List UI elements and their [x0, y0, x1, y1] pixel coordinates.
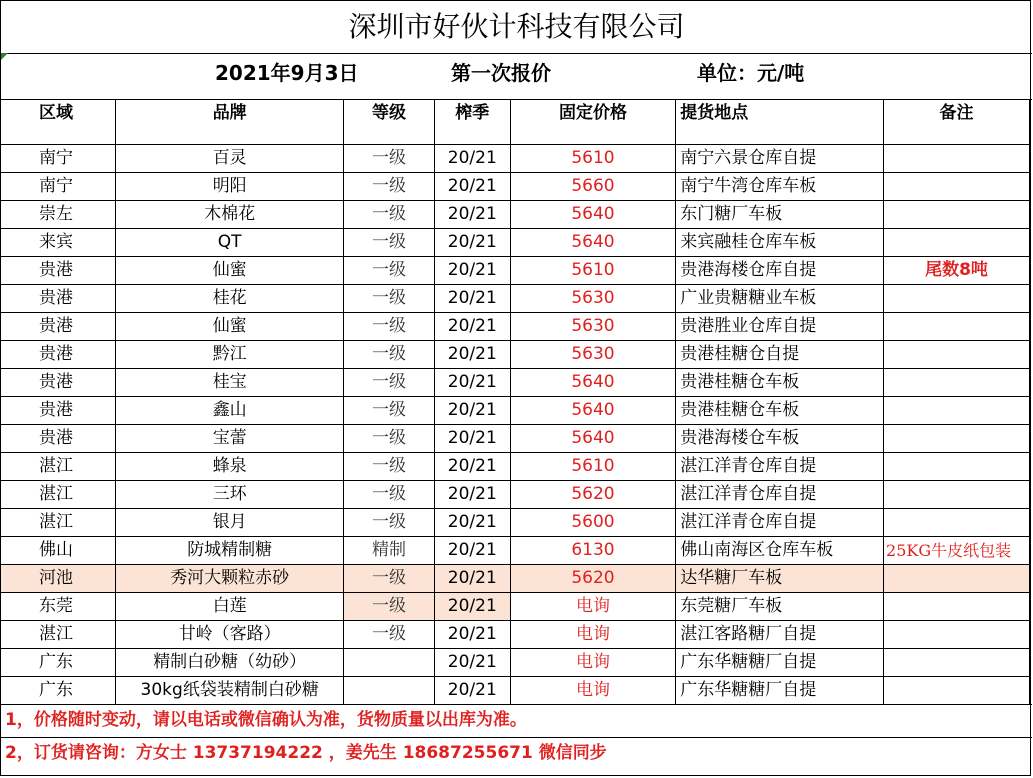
cell-grade: 一级 — [344, 509, 435, 537]
cell-season: 20/21 — [434, 565, 510, 593]
table-row — [1, 201, 1030, 229]
cell-location: 贵港海楼仓车板 — [676, 425, 884, 453]
cell-price: 5660 — [510, 173, 676, 201]
footer-note-price: 1，价格随时变动，请以电话或微信确认为准，货物质量以出库为准。 — [1, 704, 1032, 737]
cell-note — [884, 285, 1030, 313]
cell-location: 贵港桂糖仓自提 — [676, 341, 884, 369]
quote-unit: 单位：元/吨 — [697, 61, 805, 85]
cell-note — [884, 369, 1030, 397]
cell-note — [884, 677, 1030, 705]
cell-grade — [344, 677, 435, 705]
cell-region: 南宁 — [1, 145, 116, 173]
cell-brand: 鑫山 — [116, 397, 344, 425]
cell-location: 广业贵糖糖业车板 — [676, 285, 884, 313]
col-header-season: 榨季 — [434, 99, 510, 145]
cell-grade: 一级 — [344, 313, 435, 341]
cell-brand: 明阳 — [116, 173, 344, 201]
cell-grade: 一级 — [344, 173, 435, 201]
cell-note — [884, 173, 1030, 201]
cell-season: 20/21 — [434, 201, 510, 229]
table-row — [1, 425, 1030, 453]
cell-region: 贵港 — [1, 369, 116, 397]
cell-location: 东门糖厂车板 — [676, 201, 884, 229]
cell-location: 贵港胜业仓库自提 — [676, 313, 884, 341]
cell-price: 5620 — [510, 481, 676, 509]
table-row — [1, 453, 1030, 481]
cell-brand: 三环 — [116, 481, 344, 509]
cell-location: 南宁牛湾仓库车板 — [676, 173, 884, 201]
cell-season: 20/21 — [434, 537, 510, 565]
table-row — [1, 649, 1030, 677]
cell-region: 崇左 — [1, 201, 116, 229]
price-table — [1, 99, 1030, 705]
table-row — [1, 593, 1030, 621]
cell-note — [884, 565, 1030, 593]
cell-grade: 一级 — [344, 621, 435, 649]
quote-date: 2021年9月3日 — [215, 61, 359, 85]
cell-grade: 一级 — [344, 257, 435, 285]
table-row — [1, 397, 1030, 425]
table-row — [1, 509, 1030, 537]
cell-note — [884, 481, 1030, 509]
cell-season: 20/21 — [434, 593, 510, 621]
table-header-row — [1, 99, 1030, 145]
cell-price: 5600 — [510, 509, 676, 537]
cell-region: 湛江 — [1, 453, 116, 481]
cell-brand: 秀河大颗粒赤砂 — [116, 565, 344, 593]
cell-location: 达华糖厂车板 — [676, 565, 884, 593]
table-row — [1, 145, 1030, 173]
cell-note — [884, 509, 1030, 537]
cell-season: 20/21 — [434, 621, 510, 649]
cell-note — [884, 341, 1030, 369]
quote-round: 第一次报价 — [451, 61, 551, 85]
cell-location: 来宾融桂仓库车板 — [676, 229, 884, 257]
table-row — [1, 481, 1030, 509]
col-header-price: 固定价格 — [510, 99, 676, 145]
cell-region: 贵港 — [1, 341, 116, 369]
cell-season: 20/21 — [434, 425, 510, 453]
cell-note — [884, 397, 1030, 425]
cell-location: 湛江洋青仓库自提 — [676, 481, 884, 509]
cell-region: 湛江 — [1, 481, 116, 509]
cell-location: 广东华糖糖厂自提 — [676, 677, 884, 705]
cell-price: 5610 — [510, 453, 676, 481]
cell-brand: 黔江 — [116, 341, 344, 369]
table-row — [1, 621, 1030, 649]
cell-note — [884, 649, 1030, 677]
cell-region: 湛江 — [1, 621, 116, 649]
cell-grade: 一级 — [344, 285, 435, 313]
table-row — [1, 341, 1030, 369]
cell-season: 20/21 — [434, 341, 510, 369]
cell-brand: 木棉花 — [116, 201, 344, 229]
cell-season: 20/21 — [434, 257, 510, 285]
table-row — [1, 369, 1030, 397]
cell-grade: 一级 — [344, 201, 435, 229]
cell-grade: 一级 — [344, 341, 435, 369]
footer-note-contact: 2，订货请咨询：方女士 13737194222 ，姜先生 18687255671 微信同步 — [1, 737, 1032, 770]
cell-brand: 银月 — [116, 509, 344, 537]
cell-region: 湛江 — [1, 509, 116, 537]
cell-price: 5640 — [510, 201, 676, 229]
cell-price: 5630 — [510, 285, 676, 313]
cell-location: 湛江洋青仓库自提 — [676, 453, 884, 481]
cell-brand: 30kg纸袋装精制白砂糖 — [116, 677, 344, 705]
cell-grade: 一级 — [344, 229, 435, 257]
cell-brand: 百灵 — [116, 145, 344, 173]
cell-brand: 仙蜜 — [116, 313, 344, 341]
col-header-brand: 品牌 — [116, 99, 344, 145]
cell-season: 20/21 — [434, 229, 510, 257]
cell-season: 20/21 — [434, 677, 510, 705]
cell-note — [884, 593, 1030, 621]
cell-region: 东莞 — [1, 593, 116, 621]
cell-price: 5610 — [510, 145, 676, 173]
cell-region: 广东 — [1, 677, 116, 705]
cell-grade: 一级 — [344, 425, 435, 453]
cell-region: 南宁 — [1, 173, 116, 201]
table-row — [1, 313, 1030, 341]
cell-grade: 一级 — [344, 565, 435, 593]
cell-season: 20/21 — [434, 369, 510, 397]
cell-grade: 一级 — [344, 453, 435, 481]
cell-price: 5640 — [510, 397, 676, 425]
cell-price: 电询 — [510, 649, 676, 677]
table-row — [1, 285, 1030, 313]
cell-grade: 一级 — [344, 593, 435, 621]
cell-brand: 蜂泉 — [116, 453, 344, 481]
cell-region: 贵港 — [1, 397, 116, 425]
cell-season: 20/21 — [434, 649, 510, 677]
cell-season: 20/21 — [434, 313, 510, 341]
cell-location: 贵港海楼仓库自提 — [676, 257, 884, 285]
cell-note — [884, 145, 1030, 173]
cell-price: 电询 — [510, 621, 676, 649]
cell-region: 贵港 — [1, 285, 116, 313]
table-row — [1, 257, 1030, 285]
cell-region: 来宾 — [1, 229, 116, 257]
cell-brand: 桂花 — [116, 285, 344, 313]
cell-note — [884, 201, 1030, 229]
table-row — [1, 229, 1030, 257]
cell-location: 湛江客路糖厂自提 — [676, 621, 884, 649]
cell-location: 广东华糖糖厂自提 — [676, 649, 884, 677]
cell-grade: 一级 — [344, 397, 435, 425]
cell-season: 20/21 — [434, 481, 510, 509]
cell-region: 佛山 — [1, 537, 116, 565]
cell-season: 20/21 — [434, 509, 510, 537]
cell-region: 贵港 — [1, 257, 116, 285]
company-title: 深圳市好伙计科技有限公司 — [1, 1, 1032, 54]
cell-grade: 一级 — [344, 481, 435, 509]
cell-region: 河池 — [1, 565, 116, 593]
cell-grade — [344, 649, 435, 677]
cell-price: 5630 — [510, 313, 676, 341]
quote-subheader — [1, 53, 1032, 100]
cell-price: 5640 — [510, 425, 676, 453]
cell-location: 湛江洋青仓库自提 — [676, 509, 884, 537]
cell-brand: 防城精制糖 — [116, 537, 344, 565]
cell-grade: 一级 — [344, 369, 435, 397]
cell-season: 20/21 — [434, 145, 510, 173]
cell-note — [884, 313, 1030, 341]
cell-price: 5620 — [510, 565, 676, 593]
cell-price: 电询 — [510, 677, 676, 705]
table-row — [1, 677, 1030, 705]
cell-note — [884, 453, 1030, 481]
cell-grade: 精制 — [344, 537, 435, 565]
cell-season: 20/21 — [434, 173, 510, 201]
cell-location: 南宁六景仓库自提 — [676, 145, 884, 173]
col-header-region: 区域 — [1, 99, 116, 145]
cell-region: 广东 — [1, 649, 116, 677]
cell-note — [884, 229, 1030, 257]
cell-brand: QT — [116, 229, 344, 257]
table-row — [1, 173, 1030, 201]
cell-price: 电询 — [510, 593, 676, 621]
cell-region: 贵港 — [1, 425, 116, 453]
cell-brand: 精制白砂糖（幼砂） — [116, 649, 344, 677]
cell-brand: 甘岭（客路） — [116, 621, 344, 649]
cell-brand: 桂宝 — [116, 369, 344, 397]
cell-brand: 宝蕾 — [116, 425, 344, 453]
cell-note — [884, 621, 1030, 649]
table-row — [1, 537, 1030, 565]
cell-brand: 仙蜜 — [116, 257, 344, 285]
cell-location: 贵港桂糖仓车板 — [676, 369, 884, 397]
cell-season: 20/21 — [434, 453, 510, 481]
cell-season: 20/21 — [434, 397, 510, 425]
cell-brand: 白莲 — [116, 593, 344, 621]
cell-location: 贵港桂糖仓车板 — [676, 397, 884, 425]
cell-location: 东莞糖厂车板 — [676, 593, 884, 621]
cell-price: 6130 — [510, 537, 676, 565]
cell-price: 5640 — [510, 369, 676, 397]
col-header-note: 备注 — [884, 99, 1030, 145]
cell-region: 贵港 — [1, 313, 116, 341]
cell-note: 25KG牛皮纸包装 — [884, 537, 1030, 565]
cell-price: 5640 — [510, 229, 676, 257]
cell-season: 20/21 — [434, 285, 510, 313]
col-header-location: 提货地点 — [676, 99, 884, 145]
cell-price: 5610 — [510, 257, 676, 285]
cell-grade: 一级 — [344, 145, 435, 173]
cell-location: 佛山南海区仓库车板 — [676, 537, 884, 565]
table-row — [1, 565, 1030, 593]
cell-price: 5630 — [510, 341, 676, 369]
col-header-grade: 等级 — [344, 99, 435, 145]
cell-note — [884, 425, 1030, 453]
cell-note: 尾数8吨 — [884, 257, 1030, 285]
